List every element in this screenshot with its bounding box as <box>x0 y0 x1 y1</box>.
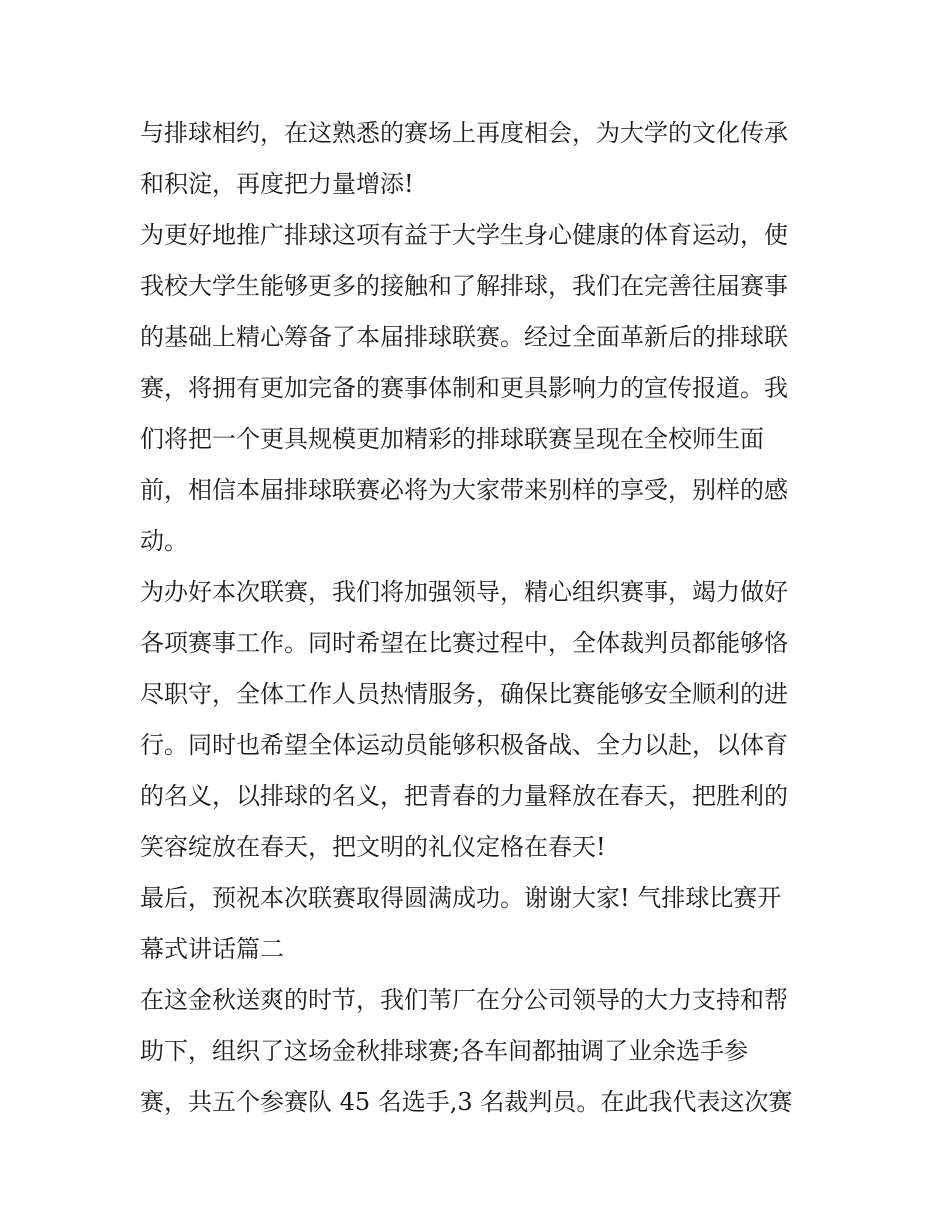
text-line: 在这金秋送爽的时节，我们苇厂在分公司领导的大力支持和帮 <box>140 986 788 1014</box>
text-line: 与排球相约，在这熟悉的赛场上再度相会，为大学的文化传承 <box>140 119 788 147</box>
text-line: 的基础上精心筹备了本届排球联赛。经过全面革新后的排球联 <box>140 323 788 351</box>
text-line: 助下，组织了这场金秋排球赛;各车间都抽调了业余选手参 <box>140 1037 749 1065</box>
text-line: 动。 <box>140 527 188 555</box>
text-line: 前，相信本届排球联赛必将为大家带来别样的享受，别样的感 <box>140 476 788 504</box>
text-line: 赛，共五个参赛队 45 名选手,3 名裁判员。在此我代表这次赛 <box>140 1088 793 1116</box>
text-line: 最后，预祝本次联赛取得圆满成功。谢谢大家! 气排球比赛开 <box>140 884 782 912</box>
text-line: 各项赛事工作。同时希望在比赛过程中，全体裁判员都能够恪 <box>140 629 788 657</box>
text-line: 幕式讲话篇二 <box>140 935 284 963</box>
text-line: 我校大学生能够更多的接触和了解排球，我们在完善往届赛事 <box>140 272 788 300</box>
text-line: 和积淀，再度把力量增添! <box>140 170 414 198</box>
text-line: 笑容绽放在春天，把文明的礼仪定格在春天! <box>140 833 606 861</box>
text-line: 行。同时也希望全体运动员能够积极备战、全力以赴，以体育 <box>140 731 788 759</box>
text-line: 为更好地推广排球这项有益于大学生身心健康的体育运动，使 <box>140 221 788 249</box>
document-body <box>140 108 820 1128</box>
text-line: 们将把一个更具规模更加精彩的排球联赛呈现在全校师生面 <box>140 425 764 453</box>
text-line: 赛，将拥有更加完备的赛事体制和更具影响力的宣传报道。我 <box>140 374 788 402</box>
text-line: 尽职守，全体工作人员热情服务，确保比赛能够安全顺利的进 <box>140 680 788 708</box>
text-line: 的名义，以排球的名义，把青春的力量释放在春天，把胜利的 <box>140 782 788 810</box>
text-line: 为办好本次联赛，我们将加强领导，精心组织赛事，竭力做好 <box>140 578 788 606</box>
